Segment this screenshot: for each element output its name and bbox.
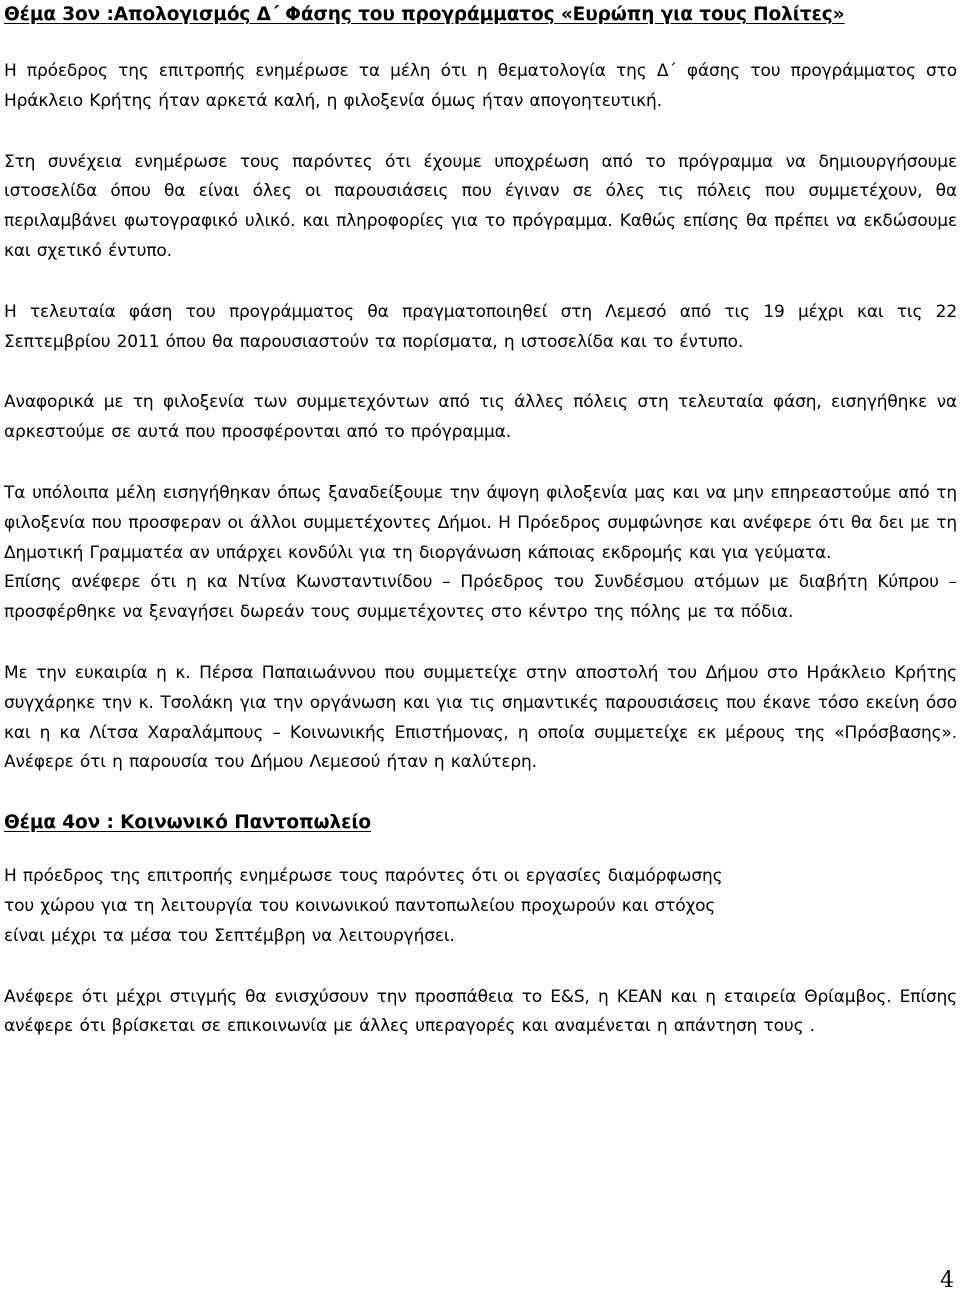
paragraph-6: Επίσης ανέφερε ότι η κα Ντίνα Κωνσταντινίδου – Πρόεδρος του Συνδέσμου ατόμων με διαβήτη Κύπρου – προσφέρθηκε να ξεναγήσει δωρεάν τους συμμετέχοντες στο κέντρο της πόλης με τα πόδια. xyxy=(4,572,957,623)
paragraph-8-line-3: είναι μέχρι τα μέσα του Σεπτέμβρη να λειτουργήσει. xyxy=(4,925,455,946)
section-3-title: Θέμα 3ον :Απολογισμός Δ΄ Φάσης του προγράμματος «Ευρώπη για τους Πολίτες» xyxy=(4,4,845,25)
paragraph-4: Αναφορικά με τη φιλοξενία των συμμετεχόντων από τις άλλες πόλεις στη τελευταία φάση, εισηγήθηκε να αρκεστούμε σε αυτά που προσφέρονται από το πρόγραμμα. xyxy=(4,392,957,443)
paragraph-8-line-1: Η πρόεδρος της επιτροπής ενημέρωσε τους παρόντες ότι οι εργασίες διαμόρφωσης xyxy=(4,866,723,887)
paragraph-9: Ανέφερε ότι μέχρι στιγμής θα ενισχύσουν την προσπάθεια το E&S, η ΚΕΑΝ και η εταιρεία Θρίαμβος. Επίσης ανέφερε ότι βρίσκεται σε επικοινωνία με άλλες υπεραγορές και αναμένεται η απάντηση τους . xyxy=(4,986,957,1037)
paragraph-8 xyxy=(4,862,957,951)
paragraph-5: Τα υπόλοιπα μέλη εισηγήθηκαν όπως ξαναδείξουμε την άψογη φιλοξενία μας και να μην επηρεαστούμε από τη φιλοξενία που προσφεραν οι άλλοι συμμετέχοντες Δήμοι. Η Πρόεδρος συμφώνησε και ανέφερε ότι θα δει με τη Δημοτική Γραμματέα αν υπάρχει κονδύλι για τη διοργάνωση κάποιας εκδρομής και για γεύματα. xyxy=(4,482,957,563)
section-4-title: Θέμα 4ον : Κοινωνικό Παντοπωλείο xyxy=(4,812,372,834)
page-number: 4 xyxy=(940,1268,954,1293)
document-page xyxy=(4,4,957,1042)
paragraph-8-line-2: του χώρου για τη λειτουργία του κοινωνικού παντοπωλείου προχωρούν και στόχος xyxy=(4,895,716,916)
paragraph-7: Με την ευκαιρία η κ. Πέρσα Παπαιωάννου που συμμετείχε στην αποστολή του Δήμου στο Ηράκλειο Κρήτης συγχάρηκε την κ. Τσολάκη για την οργάνωση και για τις σημαντικές παρουσιάσεις που έκανε τόσο εκείνη όσο και η κα Λίτσα Χαραλάμπους – Κοινωνικής Επιστήμονας, η οποία συμμετείχε εκ μέρους της «Πρόσβασης». Ανέφερε ότι η παρουσία του Δήμου Λεμεσού ήταν η καλύτερη. xyxy=(4,662,957,773)
paragraph-1: Η πρόεδρος της επιτροπής ενημέρωσε τα μέλη ότι η θεματολογία της Δ΄ φάσης του προγράμματος στο Ηράκλειο Κρήτης ήταν αρκετά καλή, η φιλοξενία όμως ήταν απογοητευτική. xyxy=(4,61,957,111)
paragraph-3: Η τελευταία φάση του προγράμματος θα πραγματοποιηθεί στη Λεμεσό από τις 19 μέχρι και τις 22 Σεπτεμβρίου 2011 όπου θα παρουσιαστούν τα πορίσματα, η ιστοσελίδα και το έντυπο. xyxy=(4,301,957,352)
paragraph-2: Στη συνέχεια ενημέρωσε τους παρόντες ότι έχουμε υποχρέωση από το πρόγραμμα να δημιουργήσουμε ιστοσελίδα όπου θα είναι όλες οι παρουσιάσεις που έγιναν σε όλες τις πόλεις που συμμετέχουν, θα περιλαμβάνει φωτογραφικό υλικό. και πληροφορίες για το πρόγραμμα. Καθώς επίσης θα πρέπει να εκδώσουμε και σχετικό έντυπο. xyxy=(4,151,957,261)
